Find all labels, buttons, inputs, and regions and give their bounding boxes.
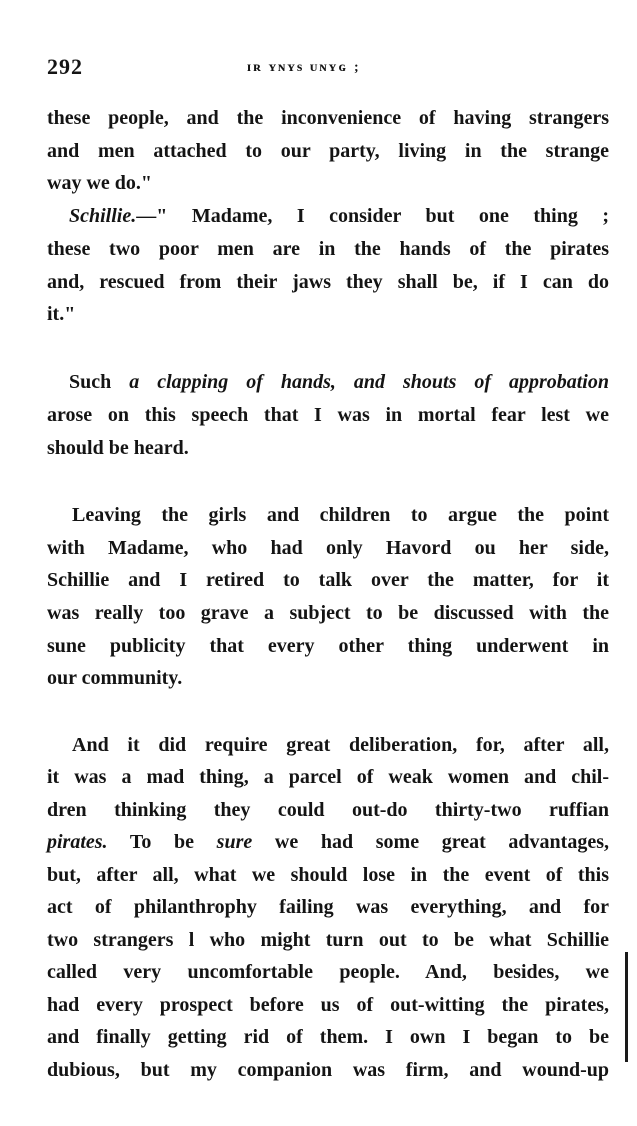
text-line: it was a mad thing, a parcel of weak women and chil- [47, 766, 609, 788]
text-line: dren thinking they could out-do thirty-two ruffian [47, 799, 609, 821]
text-line: two strangers l who might turn out to be what Schillie [47, 929, 609, 951]
text-line: and, rescued from their jaws they shall be, if I can do [47, 271, 609, 293]
text-line: Schillie.—" Madame, I consider but one thing ; [69, 205, 609, 227]
speaker-name: Schillie. [69, 205, 137, 227]
text-line: dubious, but my companion was firm, and wound-up [47, 1059, 609, 1081]
text-line: called very uncomfortable people. And, besides, we [47, 961, 609, 983]
text-line: And it did require great deliberation, for, after all, [72, 734, 609, 756]
text-line: Schillie and I retired to talk over the matter, for it [47, 569, 609, 591]
book-page [47, 46, 609, 82]
text-line: with Madame, who had only Havord ou her side, [47, 537, 609, 559]
text-line: was really too grave a subject to be discussed with the [47, 602, 609, 624]
text-line: these people, and the inconvenience of having strangers [47, 107, 609, 129]
text-line: our community. [47, 667, 183, 689]
text-line: these two poor men are in the hands of the pirates [47, 238, 609, 260]
text-line: pirates. To be sure we had some great advantages, [47, 831, 609, 853]
text-line: and finally getting rid of them. I own I began to be [47, 1026, 609, 1048]
text-line: it." [47, 303, 76, 325]
text-line: Leaving the girls and children to argue the point [72, 504, 609, 526]
page-header [47, 46, 609, 82]
margin-mark [625, 952, 628, 1062]
text-line: arose on this speech that I was in mortal fear lest we [47, 404, 609, 426]
page-number: 292 [47, 54, 83, 79]
text-line: sune publicity that every other thing underwent in [47, 635, 609, 657]
text-line: but, after all, what we should lose in the event of this [47, 864, 609, 886]
text-line: way we do." [47, 172, 152, 194]
text-line: and men attached to our party, living in the strange [47, 140, 609, 162]
running-title: ɪʀ ʏɴʏs ᴜɴʏɢ ; [247, 60, 361, 75]
text-line: had every prospect before us of out-witting the pirates, [47, 994, 609, 1016]
text-line: should be heard. [47, 437, 189, 459]
text-line: act of philanthrophy failing was everything, and for [47, 896, 609, 918]
text-line: Such a clapping of hands, and shouts of approbation [69, 371, 609, 393]
